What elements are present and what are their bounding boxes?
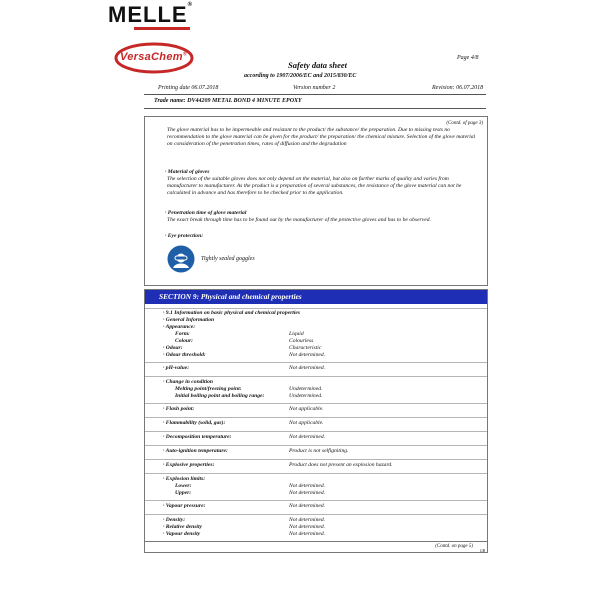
vapour-density-label: · Vapour density	[163, 531, 201, 537]
explosion-limits-label: · Explosion limits:	[163, 476, 206, 482]
relative-density-value: Not determined.	[289, 524, 326, 530]
rule-2	[145, 362, 487, 363]
material-of-gloves-text: The selection of the suitable gloves does not only depend on the material, but also on further marks of quality and varies from manufacturer to manufacturer. As the product is a preparation of several substances, the resistance of the glove material can not be calculated in advance and has therefore to be checked prior to the application.	[167, 176, 462, 196]
upper-limit-label: Upper:	[175, 490, 192, 496]
explosive-properties-label: · Explosive properties:	[163, 462, 215, 468]
odour-label: · Odour:	[163, 345, 183, 351]
eye-protection-caption: Tightly sealed goggles	[201, 256, 255, 262]
material-of-gloves-heading: · Material of gloves	[165, 169, 210, 175]
glove-material-text: The glove material has to be impermeable and resistant to the product/ the substance/ the preparation. Due to missing tests no recommendation to the glove material can be given for the product/ the preparation/ the chemical mixture. Selection of the glove material on consideration of the penetration times, rates of diffusion and the degradation	[167, 127, 476, 147]
rule-10	[145, 500, 487, 501]
flammability-value: Not applicable.	[289, 420, 324, 426]
printing-date: Printing date 06.07.2018	[158, 85, 219, 91]
versachem-text: VersaChem	[120, 51, 183, 63]
melle-logo-bar	[134, 27, 190, 30]
language-code: GB	[480, 549, 485, 553]
revision-date: Revision: 06.07.2018	[432, 85, 484, 91]
versachem-registered-mark: ®	[182, 51, 187, 58]
rule-9	[145, 473, 487, 474]
melting-point-value: Undetermined.	[289, 386, 323, 392]
page-number: Page 4/8	[457, 55, 479, 61]
header-rule-bottom	[144, 108, 486, 109]
document-subtitle: according to 1907/2006/EC and 2015/830/EC	[244, 73, 357, 79]
goggles-icon	[167, 245, 195, 273]
flash-point-label: · Flash point:	[163, 406, 195, 412]
melle-registered-mark: ®	[187, 2, 193, 8]
eye-protection-heading: · Eye protection:	[165, 233, 204, 239]
rule-3	[145, 376, 487, 377]
form-value: Liquid	[289, 331, 304, 337]
boiling-point-label: Initial boiling point and boiling range:	[175, 393, 265, 399]
vapour-pressure-label: · Vapour pressure:	[163, 503, 206, 509]
info-heading: · 9.1 Information on basic physical and chemical properties	[163, 310, 301, 316]
lower-limit-value: Not determined.	[289, 483, 326, 489]
rule-12	[145, 541, 487, 542]
colour-value: Colourless	[289, 338, 314, 344]
versachem-logo-text	[120, 51, 187, 63]
rule-8	[145, 459, 487, 460]
auto-ignition-label: · Auto-ignition temperature:	[163, 448, 228, 454]
odour-threshold-value: Not determined.	[289, 352, 326, 358]
rule-1	[145, 308, 487, 309]
form-label: Form:	[175, 331, 190, 337]
melting-point-label: Melting point/freezing point:	[175, 386, 242, 392]
rule-6	[145, 431, 487, 432]
relative-density-label: · Relative density	[163, 524, 202, 530]
lower-limit-label: Lower:	[175, 483, 192, 489]
melle-logo	[108, 2, 193, 28]
decomposition-value: Not determined.	[289, 434, 326, 440]
auto-ignition-value: Product is not selfigniting.	[289, 448, 349, 454]
vapour-pressure-value: Not determined.	[289, 503, 326, 509]
odour-threshold-label: · Odour threshold:	[163, 352, 206, 358]
melle-logo-text: MELLE	[108, 2, 188, 27]
ph-value: Not determined.	[289, 365, 326, 371]
density-value: Not determined.	[289, 517, 326, 523]
general-information: · General Information	[163, 317, 215, 323]
document-title: Safety data sheet	[288, 60, 348, 70]
odour-value: Characteristic	[289, 345, 322, 351]
contd-from-page: (Contd. of page 3)	[446, 121, 483, 126]
section9-title: SECTION 9: Physical and chemical properties	[159, 292, 302, 301]
version-number: Version number 2	[293, 85, 336, 91]
trade-name: Trade name: DV44209 METAL BOND 4 MINUTE EPOXY	[154, 98, 302, 104]
penetration-time-text: The exact break through time has to be found out by the manufacturer of the protective gloves and has to be observed.	[167, 217, 431, 223]
flammability-label: · Flammability (solid, gas):	[163, 420, 226, 426]
upper-limit-value: Not determined.	[289, 490, 326, 496]
contd-on-page: (Contd. on page 5)	[435, 544, 473, 549]
flash-point-value: Not applicable.	[289, 406, 324, 412]
header-rule-top	[144, 94, 486, 95]
rule-7	[145, 445, 487, 446]
decomposition-label: · Decomposition temperature:	[163, 434, 232, 440]
vapour-density-value: Not determined.	[289, 531, 326, 537]
appearance-label: · Appearance:	[163, 324, 196, 330]
density-label: · Density:	[163, 517, 186, 523]
rule-11	[145, 514, 487, 515]
colour-label: Colour:	[175, 338, 194, 344]
rule-5	[145, 417, 487, 418]
change-in-condition: · Change in condition	[163, 379, 214, 385]
versachem-logo	[114, 42, 196, 74]
penetration-time-heading: · Penetration time of glove material	[165, 210, 247, 216]
section8-continued-box	[144, 116, 488, 286]
explosive-properties-value: Product does not present an explosion hazard.	[289, 462, 393, 468]
section9-header-bar	[145, 290, 487, 304]
rule-4	[145, 403, 487, 404]
section9-box	[144, 289, 488, 553]
ph-label: · pH-value:	[163, 365, 190, 371]
boiling-point-value: Undetermined.	[289, 393, 323, 399]
